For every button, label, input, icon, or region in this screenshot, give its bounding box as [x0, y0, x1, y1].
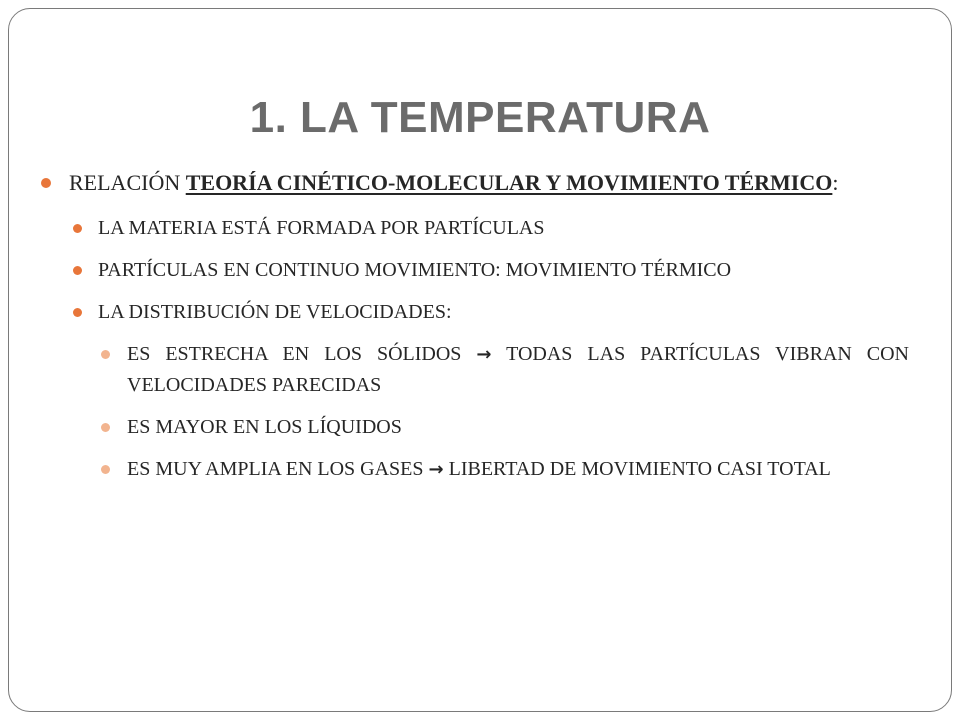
bullet-text-before-arrow: ES MUY AMPLIA EN LOS GASES: [127, 458, 429, 480]
relation-prefix: RELACIÓN: [69, 170, 186, 195]
relation-emphasis: TEORÍA CINÉTICO-MOLECULAR Y MOVIMIENTO TÉRMICO: [185, 170, 833, 195]
right-arrow-icon: →: [428, 459, 444, 480]
sub-bullet-icon: [101, 465, 110, 474]
bullet-text: LA DISTRIBUCIÓN DE VELOCIDADES:: [98, 301, 452, 323]
bullet-icon: [73, 224, 82, 233]
bullet-icon: [73, 266, 82, 275]
bullet-item-solids: [97, 339, 909, 400]
bullet-item-continuous-motion: [69, 255, 909, 285]
slide: [8, 8, 952, 712]
bullet-item-liquids: [97, 412, 909, 442]
slide-body: [39, 167, 909, 497]
bullet-icon: [41, 178, 51, 188]
bullet-text-after-arrow: TODAS LAS PARTÍCULAS VIBRAN CON VELOCIDADES PARECIDAS: [127, 343, 909, 396]
bullet-text: PARTÍCULAS EN CONTINUO MOVIMIENTO: MOVIMIENTO TÉRMICO: [98, 259, 732, 281]
bullet-item-gases: [97, 454, 909, 485]
bullet-text-after-arrow: LIBERTAD DE MOVIMIENTO CASI TOTAL: [443, 458, 831, 480]
bullet-item-matter-particles: [69, 213, 909, 243]
relation-suffix: :: [832, 170, 839, 195]
sub-bullet-icon: [101, 350, 110, 359]
bullet-text-before-arrow: ES ESTRECHA EN LOS SÓLIDOS: [127, 343, 477, 365]
bullet-text: ES MAYOR EN LOS LÍQUIDOS: [127, 416, 402, 438]
slide-title: 1. LA TEMPERATURA: [249, 93, 711, 142]
right-arrow-icon: →: [476, 344, 492, 365]
bullet-item-velocity-distribution: [69, 297, 909, 327]
bullet-icon: [73, 308, 82, 317]
bullet-text: LA MATERIA ESTÁ FORMADA POR PARTÍCULAS: [98, 217, 545, 239]
sub-bullet-icon: [101, 423, 110, 432]
bullet-item-relation: [39, 167, 909, 199]
